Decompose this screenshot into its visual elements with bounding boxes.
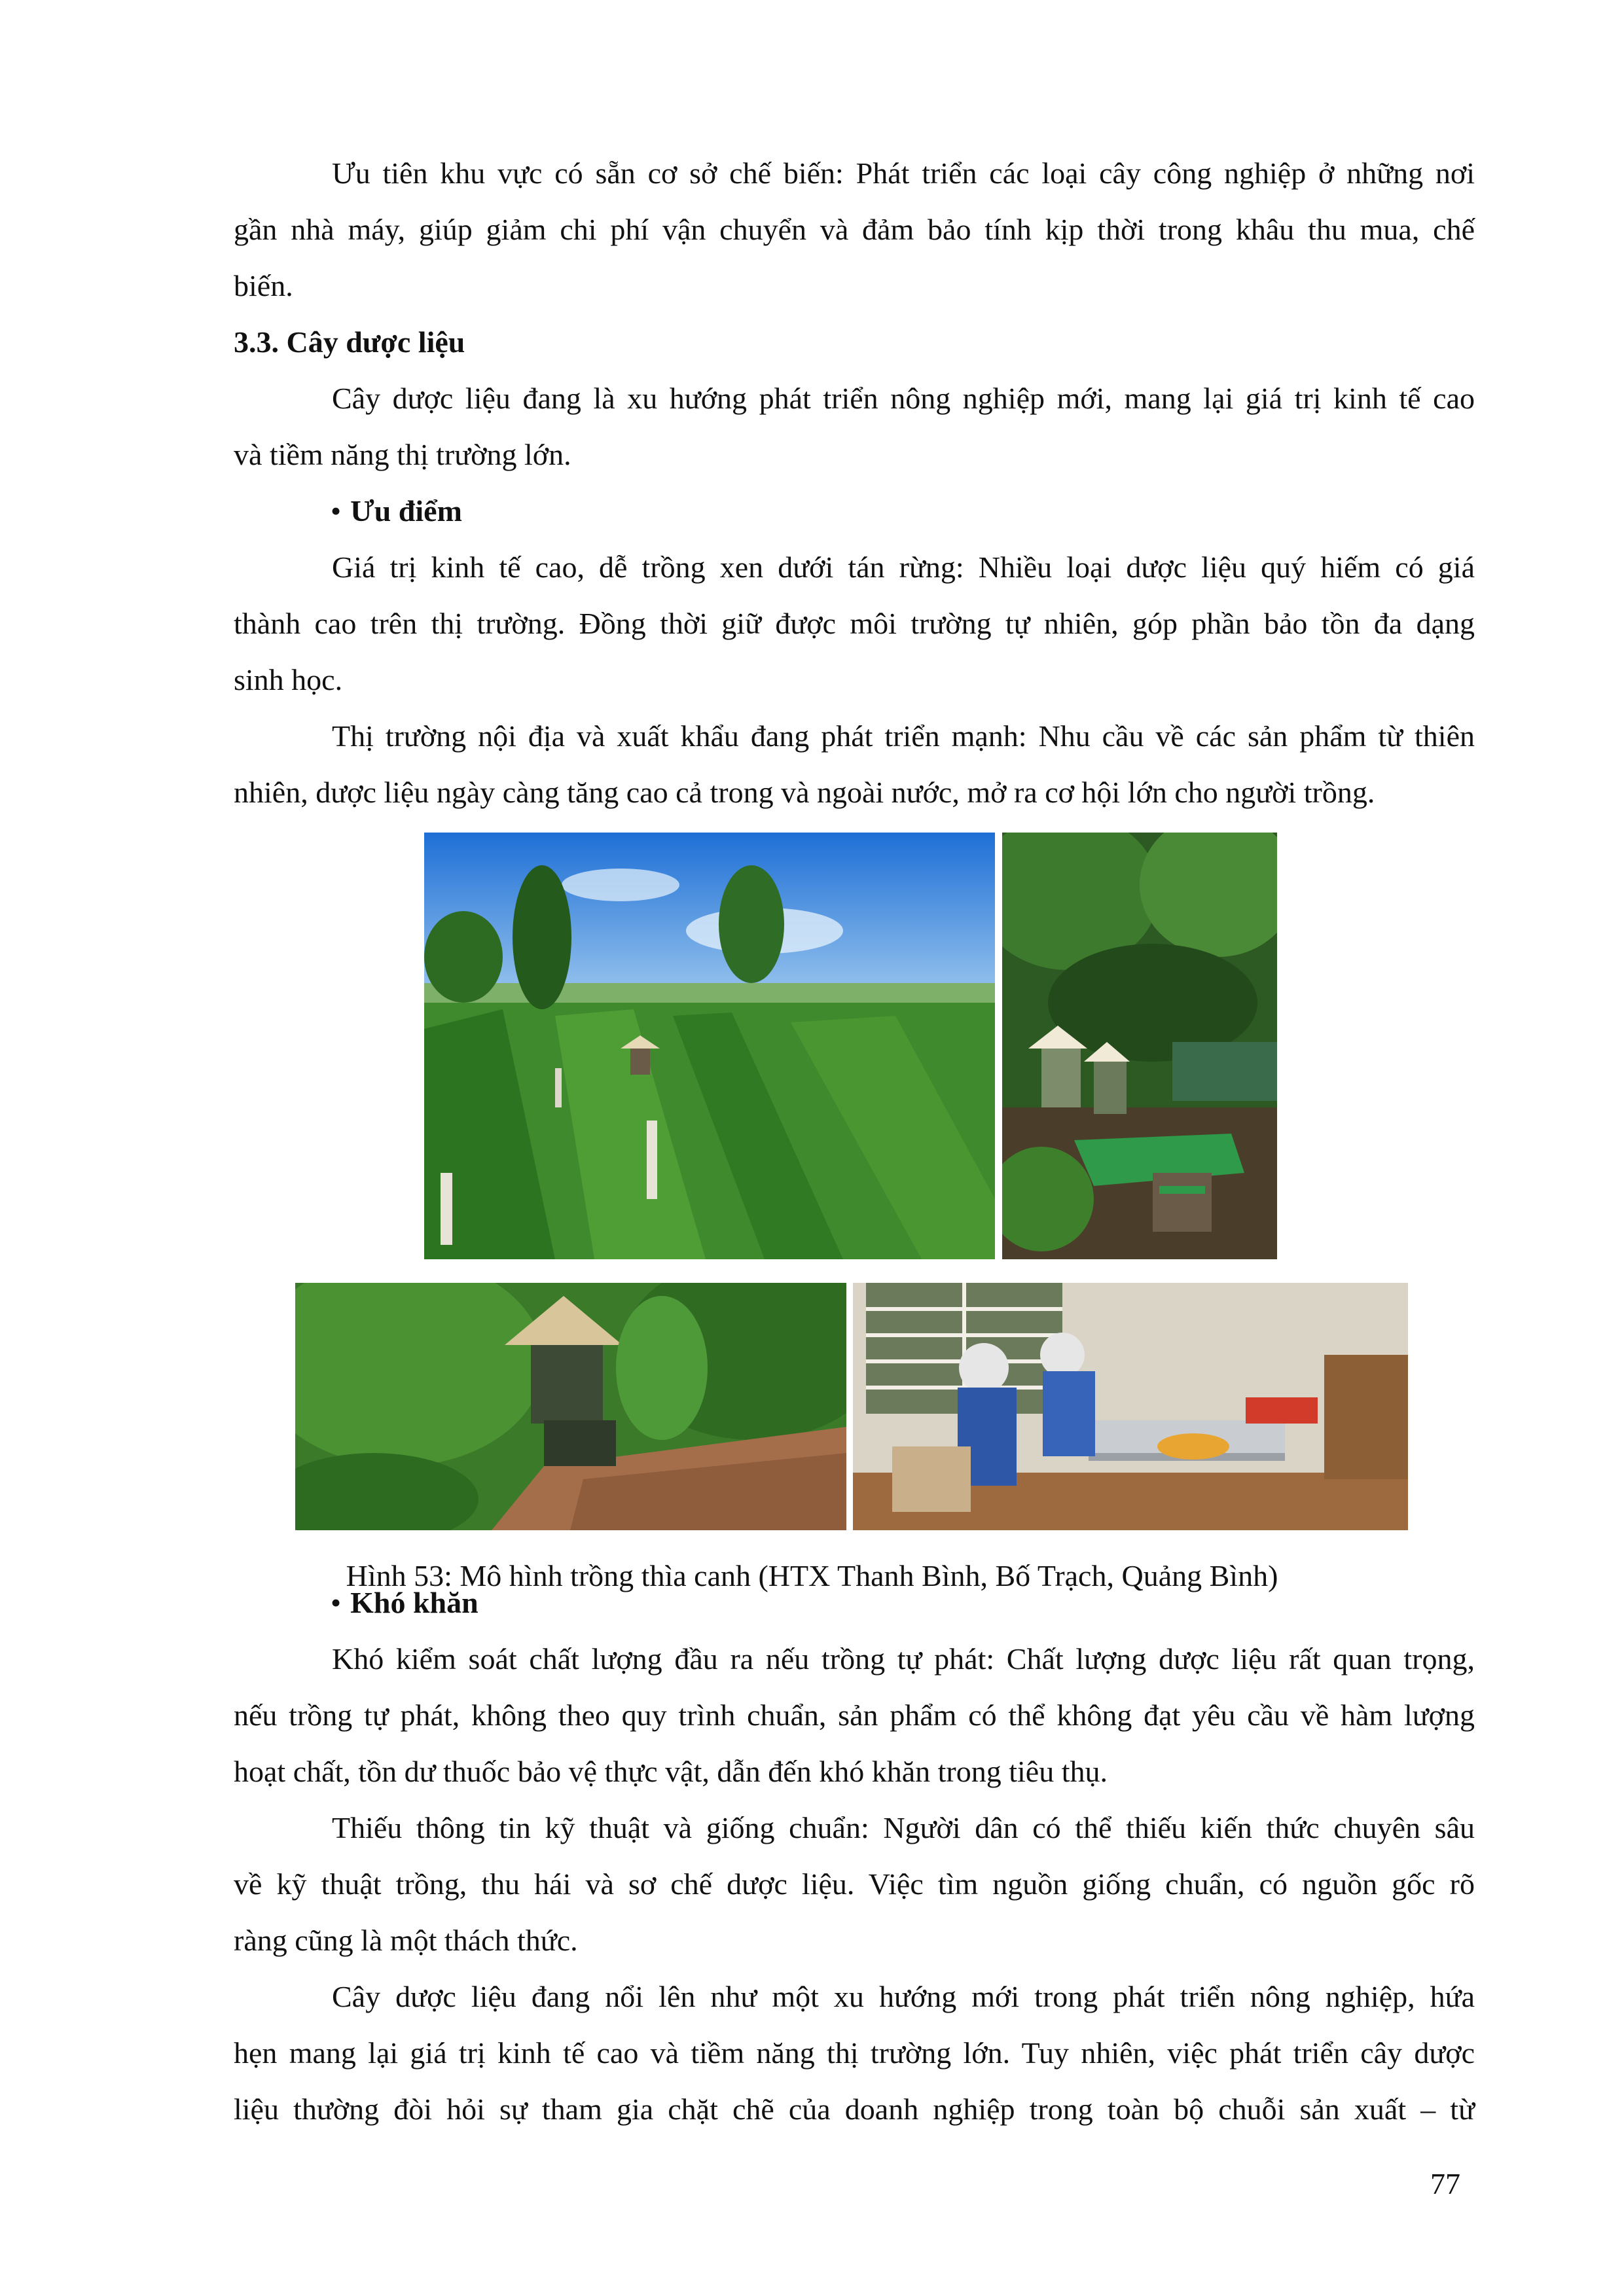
- bullet-label: Khó khăn: [350, 1586, 478, 1619]
- text-line: Cây dược liệu đang là xu hướng phát triển nông nghiệp mới, mang lại giá trị kinh tế cao: [332, 382, 1475, 415]
- paragraph-processing-priority: [234, 145, 1475, 314]
- text-line: biến.: [234, 269, 293, 302]
- text-line: ràng cũng là một thách thức.: [234, 1924, 578, 1957]
- text-line: hoạt chất, tồn dư thuốc bảo vệ thực vật, dẫn đến khó khăn trong tiêu thụ.: [234, 1755, 1108, 1788]
- text-line: hẹn mang lại giá trị kinh tế cao và tiềm năng thị trường lớn. Tuy nhiên, việc phát triển cây dược: [234, 2036, 1475, 2070]
- bullet-difficulties: [331, 1575, 478, 1631]
- text-line: Thiếu thông tin kỹ thuật và giống chuẩn: Người dân có thể thiếu kiến thức chuyên sâu: [332, 1811, 1475, 1844]
- paragraph-quality-control: [234, 1631, 1475, 1800]
- photo-workers-machine: [1002, 833, 1277, 1259]
- text-line: liệu thường đòi hỏi sự tham gia chặt chẽ của doanh nghiệp trong toàn bộ chuỗi sản xuất – từ: [234, 2092, 1475, 2126]
- bullet-icon: •: [331, 494, 342, 528]
- text-line: về kỹ thuật trồng, thu hái và sơ chế dược liệu. Việc tìm nguồn giống chuẩn, có nguồn gốc rõ: [234, 1867, 1475, 1901]
- text-line: Ưu tiên khu vực có sẵn cơ sở chế biến: Phát triển các loại cây công nghiệp ở những nơi: [332, 156, 1475, 190]
- figure-caption: Hình 53: Mô hình trồng thìa canh (HTX Thanh Bình, Bố Trạch, Quảng Bình): [346, 1559, 1278, 1592]
- photo-harvesting: [295, 1283, 846, 1530]
- text-line: Thị trường nội địa và xuất khẩu đang phát triển mạnh: Nhu cầu về các sản phẩm từ thiên: [332, 719, 1475, 753]
- paragraph-market: [234, 708, 1475, 821]
- photo-processing-room: [853, 1283, 1408, 1530]
- text-line: nhiên, dược liệu ngày càng tăng cao cả trong và ngoài nước, mở ra cơ hội lớn cho người trồng.: [234, 776, 1375, 809]
- section-heading: 3.3. Cây dược liệu: [234, 325, 465, 359]
- text-line: nếu trồng tự phát, không theo quy trình chuẩn, sản phẩm có thể không đạt yêu cầu về hàm lượng: [234, 1698, 1475, 1732]
- bullet-icon: •: [331, 1586, 342, 1619]
- text-line: sinh học.: [234, 663, 343, 696]
- paragraph-technical-info: [234, 1800, 1475, 1969]
- bullet-advantages: [331, 483, 462, 539]
- text-line: thành cao trên thị trường. Đồng thời giữ được môi trường tự nhiên, góp phần bảo tồn đa dạng: [234, 607, 1475, 640]
- text-line: Cây dược liệu đang nổi lên như một xu hướng mới trong phát triển nông nghiệp, hứa: [332, 1980, 1475, 2013]
- text-line: gần nhà máy, giúp giảm chi phí vận chuyển và đảm bảo tính kịp thời trong khâu thu mua, chế: [234, 213, 1475, 246]
- photo-field-rows: [424, 833, 995, 1259]
- paragraph-economic-value: [234, 539, 1475, 708]
- paragraph-conclusion: [234, 1969, 1475, 2138]
- text-line: Khó kiểm soát chất lượng đầu ra nếu trồng tự phát: Chất lượng dược liệu rất quan trọng,: [332, 1642, 1475, 1676]
- page-number: 77: [1430, 2167, 1460, 2200]
- text-line: và tiềm năng thị trường lớn.: [234, 438, 571, 471]
- paragraph-intro: [234, 370, 1475, 483]
- text-line: Giá trị kinh tế cao, dễ trồng xen dưới tán rừng: Nhiều loại dược liệu quý hiếm có giá: [332, 550, 1475, 584]
- bullet-label: Ưu điểm: [350, 494, 462, 528]
